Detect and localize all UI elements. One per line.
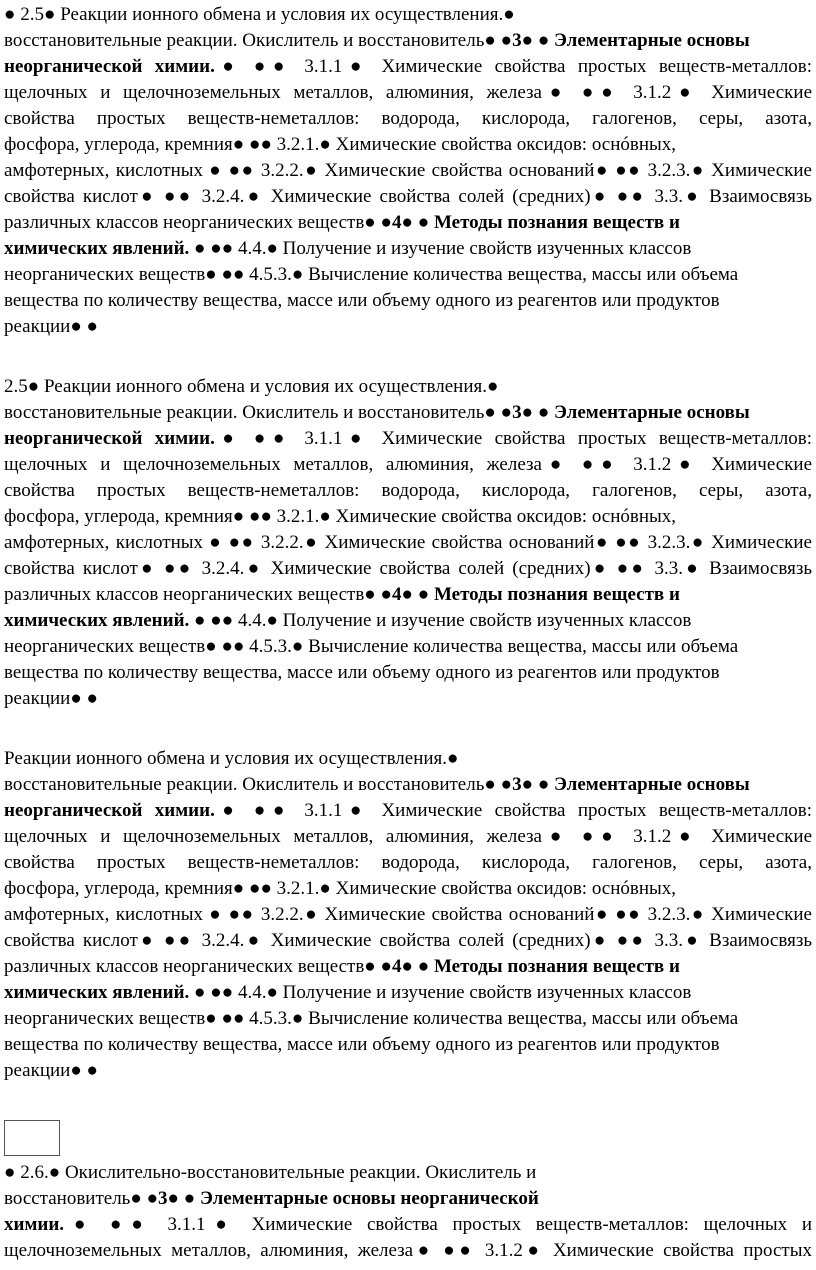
text-line <box>4 54 812 80</box>
text-run: 2.5● Реакции ионного обмена и условия их осуществления.● <box>4 376 499 397</box>
text-run: 3.1.1● Химические свойства простых веществ-металлов: <box>292 428 812 449</box>
text-line <box>4 106 812 132</box>
text-line <box>4 1238 812 1264</box>
text-line <box>4 954 812 980</box>
text-run: неорганических веществ● ●● 4.5.3.● Вычисление количества вещества, массы или объема <box>4 1008 739 1029</box>
text-line <box>4 582 812 608</box>
text-run: 4.4.● Получение и изучение свойств изученных классов <box>233 982 692 1003</box>
bold-text-run: химических явлений. ● ●● <box>4 610 234 631</box>
text-line <box>4 608 812 634</box>
text-line <box>4 902 812 928</box>
text-line <box>4 80 812 106</box>
text-run: вещества по количеству вещества, массе или объему одного из реагентов или продуктов <box>4 1034 720 1055</box>
text-line <box>4 1160 812 1186</box>
text-run: восстановительные реакции. Окислитель и восстановитель● ● <box>4 30 513 51</box>
bold-text-run: неорганической химии.● ●● <box>4 800 293 821</box>
text-run: восстановительные реакции. Окислитель и восстановитель● ● <box>4 774 513 795</box>
text-run: реакции● ● <box>4 1060 99 1081</box>
bold-text-run: 3● ● Элементарные основы неорганической <box>158 1188 539 1209</box>
bold-text-run: 3● ● Элементарные основы <box>512 30 750 51</box>
text-line <box>4 772 812 798</box>
text-line <box>4 478 812 504</box>
text-run: свойства простых веществ-неметаллов: водорода, кислорода, галогенов, серы, азота, <box>4 480 812 501</box>
text-run: свойства кислот● ●● 3.2.4.● Химические свойства солей (средних)● ●● 3.3.● Взаимосвязь <box>4 558 812 579</box>
text-line <box>4 426 812 452</box>
text-line <box>4 1212 812 1238</box>
text-line <box>4 660 812 686</box>
text-line <box>4 980 812 1006</box>
text-run: 4.4.● Получение и изучение свойств изученных классов <box>233 610 692 631</box>
text-line <box>4 746 812 772</box>
bold-text-run: химических явлений. ● ●● <box>4 238 234 259</box>
text-run: ● 2.5● Реакции ионного обмена и условия их осуществления.● <box>4 4 515 25</box>
text-run: 3.1.1● Химические свойства простых веществ-металлов: <box>292 800 812 821</box>
text-run: неорганических веществ● ●● 4.5.3.● Вычисление количества вещества, массы или объема <box>4 264 739 285</box>
text-line <box>4 262 812 288</box>
text-run: амфотерных, кислотных ● ●● 3.2.2.● Химические свойства оснований● ●● 3.2.3.● Химические <box>4 904 812 925</box>
bold-text-run: 3● ● Элементарные основы <box>512 774 750 795</box>
text-line <box>4 1058 812 1084</box>
text-line <box>4 530 812 556</box>
text-run: вещества по количеству вещества, массе или объему одного из реагентов или продуктов <box>4 662 720 683</box>
text-run: амфотерных, кислотных ● ●● 3.2.2.● Химические свойства оснований● ●● 3.2.3.● Химические <box>4 160 812 181</box>
text-run: различных классов неорганических веществ● ● <box>4 956 393 977</box>
text-line <box>4 158 812 184</box>
text-line <box>4 1006 812 1032</box>
text-run: щелочных и щелочноземельных металлов, алюминия, железа● ●● 3.1.2● Химические <box>4 82 812 103</box>
text-run: щелочноземельных металлов, алюминия, железа● ●● 3.1.2● Химические свойства простых <box>4 1240 812 1261</box>
text-run: 3.1.1● Химические свойства простых веществ-металлов: <box>292 56 812 77</box>
text-run: амфотерных, кислотных ● ●● 3.2.2.● Химические свойства оснований● ●● 3.2.3.● Химические <box>4 532 812 553</box>
text-run: щелочных и щелочноземельных металлов, алюминия, железа● ●● 3.1.2● Химические <box>4 454 812 475</box>
bold-text-run: химии.● ●● <box>4 1214 153 1235</box>
text-run: 4.4.● Получение и изучение свойств изученных классов <box>233 238 692 259</box>
text-line <box>4 1186 812 1212</box>
text-line <box>4 556 812 582</box>
text-run: свойства кислот● ●● 3.2.4.● Химические свойства солей (средних)● ●● 3.3.● Взаимосвязь <box>4 930 812 951</box>
text-line <box>4 1032 812 1058</box>
text-run: фосфора, углерода, кремния● ●● 3.2.1.● Химические свойства оксидов: оснóвных, <box>4 134 677 155</box>
text-run: свойства простых веществ-неметаллов: водорода, кислорода, галогенов, серы, азота, <box>4 108 812 129</box>
bold-text-run: неорганической химии.● ●● <box>4 56 293 77</box>
text-run: различных классов неорганических веществ● ● <box>4 584 393 605</box>
text-line <box>4 374 812 400</box>
text-line <box>4 928 812 954</box>
text-line <box>4 876 812 902</box>
text-line <box>4 634 812 660</box>
text-line <box>4 236 812 262</box>
text-line <box>4 2 812 28</box>
bold-text-run: химических явлений. ● ●● <box>4 982 234 1003</box>
text-line <box>4 850 812 876</box>
bold-text-run: 4● ● Методы познания веществ и <box>392 212 680 233</box>
text-line <box>4 132 812 158</box>
bold-text-run: неорганической химии.● ●● <box>4 428 293 449</box>
bold-text-run: 3● ● Элементарные основы <box>512 402 750 423</box>
text-line <box>4 452 812 478</box>
text-run: Реакции ионного обмена и условия их осуществления.● <box>4 748 459 769</box>
text-line <box>4 504 812 530</box>
text-line <box>4 184 812 210</box>
text-line <box>4 824 812 850</box>
text-run: восстановитель● ● <box>4 1188 159 1209</box>
text-line <box>4 288 812 314</box>
text-run: восстановительные реакции. Окислитель и восстановитель● ● <box>4 402 513 423</box>
text-line <box>4 210 812 236</box>
text-run: 3.1.1● Химические свойства простых веществ-металлов: щелочных и <box>152 1214 812 1235</box>
text-line <box>4 400 812 426</box>
text-run: различных классов неорганических веществ● ● <box>4 212 393 233</box>
bold-text-run: 4● ● Методы познания веществ и <box>392 584 680 605</box>
text-line <box>4 314 812 340</box>
text-line <box>4 686 812 712</box>
text-run: фосфора, углерода, кремния● ●● 3.2.1.● Химические свойства оксидов: оснóвных, <box>4 506 677 527</box>
text-run: реакции● ● <box>4 316 99 337</box>
text-line <box>4 798 812 824</box>
text-run: фосфора, углерода, кремния● ●● 3.2.1.● Химические свойства оксидов: оснóвных, <box>4 878 677 899</box>
bold-text-run: 4● ● Методы познания веществ и <box>392 956 680 977</box>
text-run: щелочных и щелочноземельных металлов, алюминия, железа● ●● 3.1.2● Химические <box>4 826 812 847</box>
text-run: ● 2.6.● Окислительно-восстановительные реакции. Окислитель и <box>4 1162 537 1183</box>
text-run: вещества по количеству вещества, массе или объему одного из реагентов или продуктов <box>4 290 720 311</box>
text-run: реакции● ● <box>4 688 99 709</box>
text-run: свойства кислот● ●● 3.2.4.● Химические свойства солей (средних)● ●● 3.3.● Взаимосвязь <box>4 186 812 207</box>
text-line <box>4 28 812 54</box>
empty-frame <box>4 1120 60 1156</box>
text-run: свойства простых веществ-неметаллов: водорода, кислорода, галогенов, серы, азота, <box>4 852 812 873</box>
text-run: неорганических веществ● ●● 4.5.3.● Вычисление количества вещества, массы или объема <box>4 636 739 657</box>
